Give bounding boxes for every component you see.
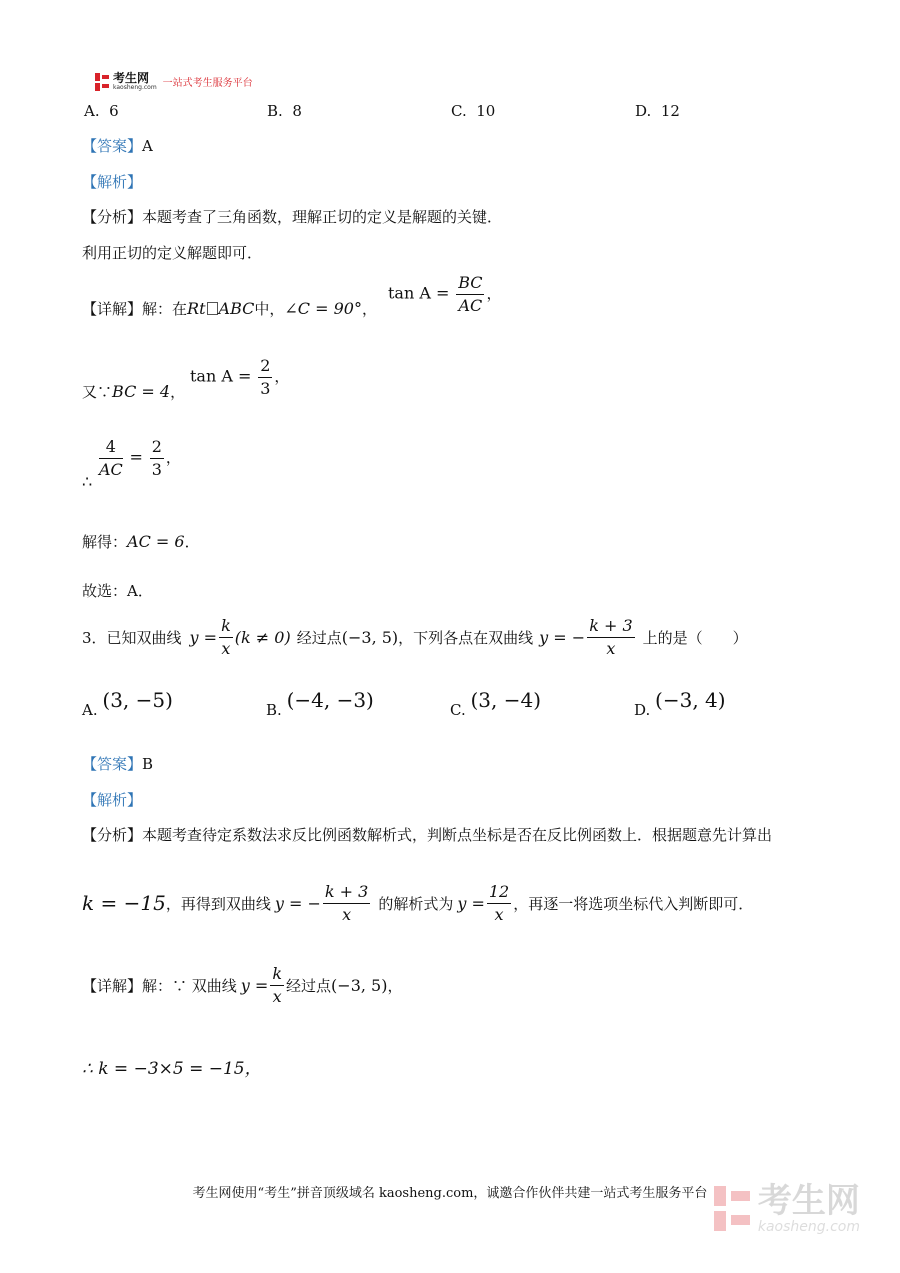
q3-option-d: D. (−3, 4) <box>634 688 726 719</box>
q2-answer: 【答案】A <box>82 137 153 155</box>
q3-analysis-tag: 【解析】 <box>82 791 143 809</box>
q2-analysis-tag: 【解析】 <box>82 173 143 191</box>
q2-given: 又∵BC = 4， <box>82 382 186 401</box>
watermark-logo-icon <box>714 1186 750 1232</box>
footer-text: 考生网使用“考生”拼音顶级域名 kaosheng.com，诚邀合作伙伴共建一站式考生服务平台 <box>192 1186 708 1201</box>
logo-slogan: 一站式考生服务平台 <box>162 78 253 89</box>
q2-tan-formula: tan A = $\frac{BC}{AC}$ ， <box>388 273 502 315</box>
q3-detail: 【详解】 解：∵ 双曲线 y = $\frac{k}{x}$ 经过点 (−3, 5) ， <box>82 963 403 1006</box>
q2-solve: 解得：AC = 6． <box>82 532 200 551</box>
watermark <box>714 1183 860 1235</box>
q3-stem: 3．已知双曲线 y = $\frac{k}{x}$ (k ≠ 0) 经过点 (−3, 5) ，下列各点在双曲线 y = − $\frac{k + 3}{x}$ 上的是（ ） <box>82 615 748 658</box>
q2-option-c: C. 10 <box>451 102 496 120</box>
watermark-domain: kaosheng.com <box>757 1219 860 1235</box>
q2-therefore: ∴ $\frac{4}{AC}$ = $\frac{2}{3}$ ， <box>82 437 181 491</box>
q3-option-c: C. (3, −4) <box>450 688 542 719</box>
q3-option-a: A. (3, −5) <box>82 688 173 719</box>
q3-fenxi: 【分析】本题考查待定系数法求反比例函数解析式，判断点坐标是否在反比例函数上．根据题意先计算出 <box>82 826 773 844</box>
q2-fenxi: 【分析】本题考查了三角函数，理解正切的定义是解题的关键． <box>82 208 503 226</box>
q3-calc: ∴ k = −3×5 = −15， <box>82 1059 262 1079</box>
q3-answer: 【答案】B <box>82 755 154 773</box>
q3-fenxi-line2: k = −15 ，再得到双曲线 y = − $\frac{k + 3}{x}$ 的解析式为 y = $\frac{12}{x}$ ，再逐一将选项坐标代入判断即可． <box>82 881 754 924</box>
q3-option-b: B. (−4, −3) <box>266 688 374 719</box>
q2-option-a: A. 6 <box>84 102 119 120</box>
logo-icon <box>95 73 109 91</box>
q2-detail-line1: 【详解】解：在Rt ABC中，∠C = 90°， <box>82 299 377 318</box>
q2-choice: 故选：A． <box>82 582 153 600</box>
watermark-name: 考生网 <box>757 1181 860 1221</box>
q2-option-b: B. 8 <box>267 102 302 120</box>
q2-tan-value: tan A = $\frac{2}{3}$ ， <box>190 356 290 398</box>
logo-domain: kaosheng.com <box>113 84 157 91</box>
logo-name: 考生网 <box>113 71 150 85</box>
q2-option-d: D. 12 <box>635 102 680 120</box>
q2-fenxi-line2: 利用正切的定义解题即可． <box>82 244 263 262</box>
site-logo <box>95 72 253 91</box>
